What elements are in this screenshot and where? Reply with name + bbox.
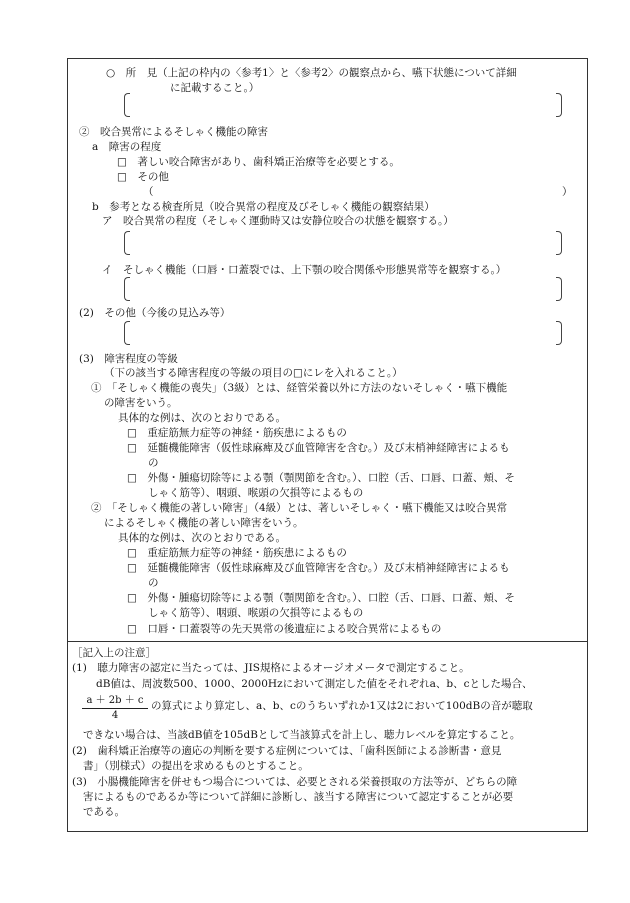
text-line: ） — [562, 186, 573, 198]
left-bracket — [124, 231, 130, 255]
text-line: □ 口唇・口蓋裂等の先天異常の後遺症による咬合異常によるもの — [127, 623, 442, 635]
entry-field-bracket[interactable] — [124, 231, 562, 255]
formula-denominator: 4 — [111, 710, 119, 721]
formula-numerator: a ＋ 2b ＋ c — [82, 695, 148, 709]
text-line: □ 外傷・腫瘍切除等による顎（顎関節を含む。）、口腔（舌、口唇、口蓋、頬、そ — [127, 592, 515, 604]
text-line: 具体的な例は、次のとおりである。 — [118, 532, 286, 544]
text-line: (1) 聴力障害の認定に当たっては、JIS規格によるオージオメータで測定すること。 — [72, 662, 470, 674]
text-line: の — [148, 457, 159, 469]
text-line: ［記入上の注意］ — [72, 647, 156, 659]
text-line: 具体的な例は、次のとおりである。 — [118, 412, 286, 424]
text-line: (3) 小腸機能障害を併せもつ場合については、必要とされる栄養摂取の方法等が、どちらの障 — [72, 776, 518, 788]
left-bracket — [124, 277, 130, 301]
text-line: 書」（別様式）の提出を求めるものとすること。 — [83, 760, 309, 772]
right-bracket — [556, 321, 562, 345]
entry-field-bracket[interactable] — [124, 277, 562, 301]
left-bracket — [124, 93, 130, 117]
text-line: ② 咬合異常によるそしゃく機能の障害 — [79, 126, 268, 138]
text-line: の障害をいう。 — [104, 397, 178, 409]
text-line: ① 「そしゃく機能の喪失」（3級）とは、経管栄養以外に方法のないそしゃく・嚥下機能 — [91, 382, 508, 394]
entry-field-bracket[interactable] — [124, 93, 562, 117]
text-line: □ 外傷・腫瘍切除等による顎（顎関節を含む。）、口腔（舌、口唇、口蓋、頬、そ — [127, 472, 515, 484]
text-line: □ 著しい咬合障害があり、歯科矯正治療等を必要とする。 — [117, 156, 400, 168]
right-bracket — [556, 93, 562, 117]
text-line: である。 — [83, 806, 125, 818]
text-line: □ その他 — [117, 171, 169, 183]
text-line: ア 咬合異常の程度（そしゃく運動時又は安静位咬合の状態を観察する。） — [102, 215, 454, 227]
text-line: できない場合は、当該dB値を105dBとして当該算式を計上し、聴力レベルを算定すること。 — [83, 729, 521, 741]
db-formula — [82, 695, 148, 722]
text-line: の — [148, 577, 159, 589]
text-line: ○ 所 見（上記の枠内の〈参考1〉と〈参考2〉の観察点から、嚥下状態について詳細 — [106, 67, 517, 79]
text-line: しゃく筋等）、咽頭、喉頭の欠損等によるもの — [148, 487, 364, 499]
right-bracket — [556, 277, 562, 301]
notes-divider — [67, 641, 588, 642]
text-line: □ 重症筋無力症等の神経・筋疾患によるもの — [127, 427, 347, 439]
text-line: (2) 歯科矯正治療等の適応の判断を要する症例については、「歯科医師による診断書・意見 — [72, 745, 502, 757]
text-line: （ — [143, 186, 154, 198]
text-line: ② 「そしゃく機能の著しい障害」（4級）とは、著しいそしゃく・嚥下機能又は咬合異常 — [91, 502, 508, 514]
text-line: の算式により算定し、a、b、cのうちいずれか1又は2において100dBの音が聴取 — [151, 700, 533, 712]
text-line: 害によるものであるか等について詳細に診断し、該当する障害について認定することが必要 — [83, 791, 514, 803]
text-line: しゃく筋等）、咽頭、喉頭の欠損等によるもの — [148, 607, 364, 619]
text-line: イ そしゃく機能（口唇・口蓋裂では、上下顎の咬合関係や形態異常等を観察する。） — [102, 264, 507, 276]
entry-field-bracket[interactable] — [124, 321, 562, 345]
text-line: b 参考となる検査所見（咬合異常の程度及びそしゃく機能の観察結果） — [92, 201, 435, 213]
left-bracket — [124, 321, 130, 345]
text-line: (3) 障害程度の等級 — [79, 353, 178, 365]
text-line: に記載すること。） — [170, 82, 260, 94]
text-line: （下の該当する障害程度の等級の項目の□にレを入れること。） — [104, 367, 403, 379]
text-line: (2) その他（今後の見込み等） — [79, 307, 231, 319]
text-line: dB値は、周波数500、1000、2000Hzにおいて測定した値をそれぞれa、b、cとした場合、 — [96, 678, 533, 690]
right-bracket — [556, 231, 562, 255]
text-line: □ 延髄機能障害（仮性球麻痺及び血管障害を含む。）及び末梢神経障害によるも — [127, 562, 510, 574]
text-line: a 障害の程度 — [92, 141, 162, 153]
text-line: □ 重症筋無力症等の神経・筋疾患によるもの — [127, 547, 347, 559]
text-line: によるそしゃく機能の著しい障害をいう。 — [104, 517, 304, 529]
text-line: □ 延髄機能障害（仮性球麻痺及び血管障害を含む。）及び末梢神経障害によるも — [127, 442, 510, 454]
